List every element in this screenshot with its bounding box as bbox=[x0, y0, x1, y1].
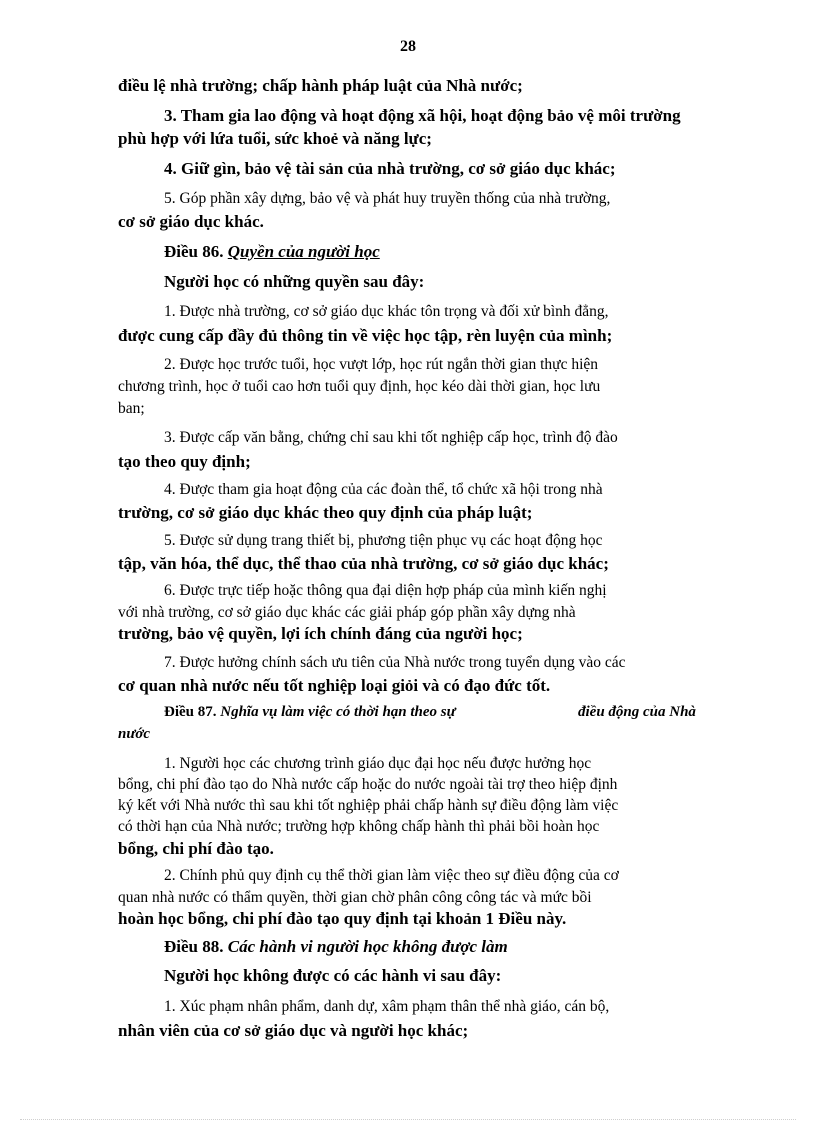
article-87-number: Điều 87. bbox=[164, 704, 221, 720]
text-line: trường, cơ sở giáo dục khác theo quy định của pháp luật; bbox=[118, 503, 533, 522]
text-line: 1. Được nhà trường, cơ sở giáo dục khác tôn trọng và đối xử bình đẳng, bbox=[164, 303, 609, 320]
text-line: 2. Được học trước tuổi, học vượt lớp, học rút ngắn thời gian thực hiện bbox=[164, 356, 599, 373]
article-88-number: Điều 88. bbox=[164, 937, 228, 956]
text-line: 4. Giữ gìn, bảo vệ tài sản của nhà trường, cơ sở giáo dục khác; bbox=[164, 159, 616, 178]
text-line: 3. Tham gia lao động và hoạt động xã hội, hoạt động bảo vệ môi trường bbox=[164, 106, 681, 125]
text-line: chương trình, học ở tuổi cao hơn tuổi quy định, học kéo dài thời gian, học lưu bbox=[118, 378, 601, 395]
text-line: 5. Góp phần xây dựng, bảo vệ và phát huy truyền thống của nhà trường, bbox=[164, 190, 611, 207]
article-87-title: Nghĩa vụ làm việc có thời hạn theo sự bbox=[220, 704, 456, 720]
article-88-title: Các hành vi người học không được làm bbox=[227, 937, 508, 956]
text-line: 1. Xúc phạm nhân phẩm, danh dự, xâm phạm thân thể nhà giáo, cán bộ, bbox=[164, 998, 610, 1015]
text-line: phù hợp với lứa tuổi, sức khoẻ và năng lực; bbox=[118, 129, 432, 148]
article-87-title-cont: điều động của Nhà bbox=[578, 704, 696, 720]
text-line: Người học không được có các hành vi sau đây: bbox=[164, 966, 502, 985]
text-line: tạo theo quy định; bbox=[118, 452, 251, 471]
text-line: quan nhà nước có thẩm quyền, thời gian chờ phân công công tác và mức bồi bbox=[118, 889, 592, 906]
text-line: 3. Được cấp văn bằng, chứng chỉ sau khi tốt nghiệp cấp học, trình độ đào bbox=[164, 429, 618, 446]
text-line: 5. Được sử dụng trang thiết bị, phương tiện phục vụ các hoạt động học bbox=[164, 532, 603, 549]
text-line: 4. Được tham gia hoạt động của các đoàn thể, tổ chức xã hội trong nhà bbox=[164, 481, 603, 498]
text-line: tập, văn hóa, thể dục, thể thao của nhà trường, cơ sở giáo dục khác; bbox=[118, 554, 609, 573]
footer-divider bbox=[20, 1119, 796, 1120]
text-line: 1. Người học các chương trình giáo dục đại học nếu được hưởng học bbox=[164, 755, 592, 772]
text-line: ký kết với Nhà nước thì sau khi tốt nghiệp phải chấp hành sự điều động làm việc bbox=[118, 797, 619, 814]
article-86-heading bbox=[164, 242, 380, 262]
text-line: 7. Được hưởng chính sách ưu tiên của Nhà nước trong tuyển dụng vào các bbox=[164, 654, 626, 671]
text-line: 6. Được trực tiếp hoặc thông qua đại diện hợp pháp của mình kiến nghị bbox=[164, 582, 607, 599]
text-line: cơ sở giáo dục khác. bbox=[118, 212, 264, 231]
article-86-number: Điều 86. bbox=[164, 242, 228, 261]
text-line: nhân viên của cơ sở giáo dục và người học khác; bbox=[118, 1021, 469, 1040]
article-86-title: Quyền của người học bbox=[227, 242, 380, 261]
text-line: với nhà trường, cơ sở giáo dục khác các giải pháp góp phần xây dựng nhà bbox=[118, 604, 576, 621]
text-line: cơ quan nhà nước nếu tốt nghiệp loại giỏi và có đạo đức tốt. bbox=[118, 676, 551, 695]
text-line: ban; bbox=[118, 400, 145, 417]
article-88-heading bbox=[164, 937, 508, 957]
article-87-heading bbox=[164, 704, 456, 721]
text-line: có thời hạn của Nhà nước; trường hợp không chấp hành thì phải bồi hoàn học bbox=[118, 818, 600, 835]
text-line: trường, bảo vệ quyền, lợi ích chính đáng của người học; bbox=[118, 624, 523, 643]
text-line: bổng, chi phí đào tạo do Nhà nước cấp hoặc do nước ngoài tài trợ theo hiệp định bbox=[118, 776, 618, 793]
text-line: được cung cấp đầy đủ thông tin về việc học tập, rèn luyện của mình; bbox=[118, 326, 613, 345]
text-line: hoàn học bổng, chi phí đào tạo quy định tại khoản 1 Điều này. bbox=[118, 909, 567, 928]
text-line: điều lệ nhà trường; chấp hành pháp luật của Nhà nước; bbox=[118, 76, 523, 95]
page-number: 28 bbox=[400, 38, 416, 55]
text-line: Người học có những quyền sau đây: bbox=[164, 272, 425, 291]
text-line: 2. Chính phủ quy định cụ thể thời gian làm việc theo sự điều động của cơ bbox=[164, 867, 619, 884]
article-87-title-end: nước bbox=[118, 726, 151, 742]
text-line: bổng, chi phí đào tạo. bbox=[118, 839, 274, 858]
